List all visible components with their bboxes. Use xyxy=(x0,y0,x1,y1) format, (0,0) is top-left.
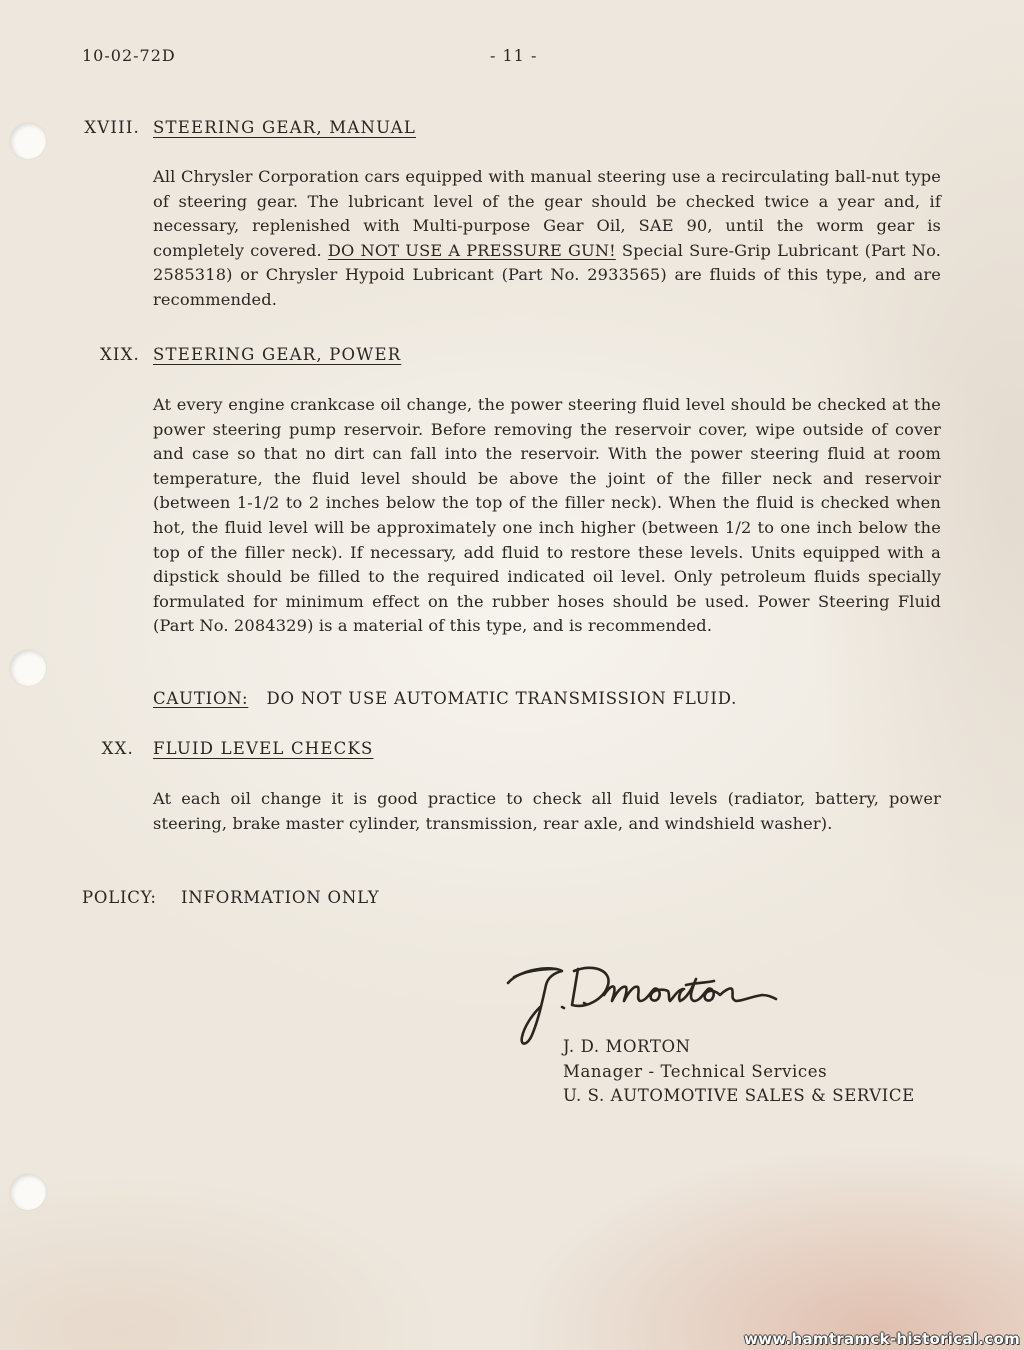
section-numeral: XX. xyxy=(101,739,134,758)
policy-value: INFORMATION ONLY xyxy=(180,888,380,907)
section-title: STEERING GEAR, MANUAL xyxy=(153,118,416,137)
section-title: STEERING GEAR, POWER xyxy=(153,345,402,364)
section-title: FLUID LEVEL CHECKS xyxy=(153,739,374,758)
policy-label: POLICY: xyxy=(82,888,157,907)
section-numeral: XVIII. xyxy=(84,118,140,137)
document-number: 10-02-72D xyxy=(82,46,176,65)
punch-hole-top xyxy=(10,123,46,159)
warning-emphasis: DO NOT USE A PRESSURE GUN! xyxy=(327,240,616,260)
site-watermark: www.hamtramck-historical.com xyxy=(744,1330,1020,1348)
caution-note xyxy=(153,689,737,708)
caution-label: CAUTION: xyxy=(153,689,249,708)
punch-hole-bottom xyxy=(10,1174,46,1210)
caution-text: DO NOT USE AUTOMATIC TRANSMISSION FLUID. xyxy=(266,689,738,708)
signer-name: J. D. MORTON xyxy=(563,1037,691,1056)
section-paragraph-steering-manual xyxy=(153,165,941,313)
signer-title: Manager - Technical Services xyxy=(563,1061,828,1081)
section-paragraph-steering-power: At every engine crankcase oil change, the power steering fluid level should be checked at the power steering pump reservoir. Before removing the reservoir cover, wipe outside of cover and case so that no dirt can fall into the reservoir. With the power steering fluid at room temperature, the fluid level should be above the joint of the filler neck and reservoir (between 1-1/2 to 2 inches below the top of the filler neck). When the fluid is checked when hot, the fluid level will be approximately one inch higher (between 1/2 to one inch below the top of the filler neck). If necessary, add fluid to restore these levels. Units equipped with a dipstick should be filled to the required indicated oil level. Only petroleum fluids specially formulated for minimum effect on the rubber hoses should be used. Power Steering Fluid (Part No. 2084329) is a material of this type, and is recommended. xyxy=(153,395,941,636)
section-numeral: XIX. xyxy=(99,345,140,364)
paragraph-text: All Chrysler Corporation cars equipped with manual steering use a recirculating ball-nut type of steering gear. The lubricant level of the gear should be checked twice a year and, if necessary, replenished with Multi-purpose Gear Oil, SAE 90, until the worm gear is completely covered. xyxy=(153,167,941,260)
paragraph-text: Special Sure-Grip Lubricant (Part No. 2585318) or Chrysler Hypoid Lubricant (Part No. 2933565) are fluids of this type, and are recommended. xyxy=(153,240,942,309)
section-paragraph-fluid-level: At each oil change it is good practice to check all fluid levels (radiator, battery, power steering, brake master cylinder, transmission, rear axle, and windshield washer). xyxy=(153,789,941,833)
punch-hole-middle xyxy=(10,650,46,686)
signer-organization: U. S. AUTOMOTIVE SALES & SERVICE xyxy=(563,1086,915,1105)
signature-block xyxy=(563,1035,915,1109)
policy-line xyxy=(82,888,380,907)
page-number: - 11 - xyxy=(490,46,538,65)
